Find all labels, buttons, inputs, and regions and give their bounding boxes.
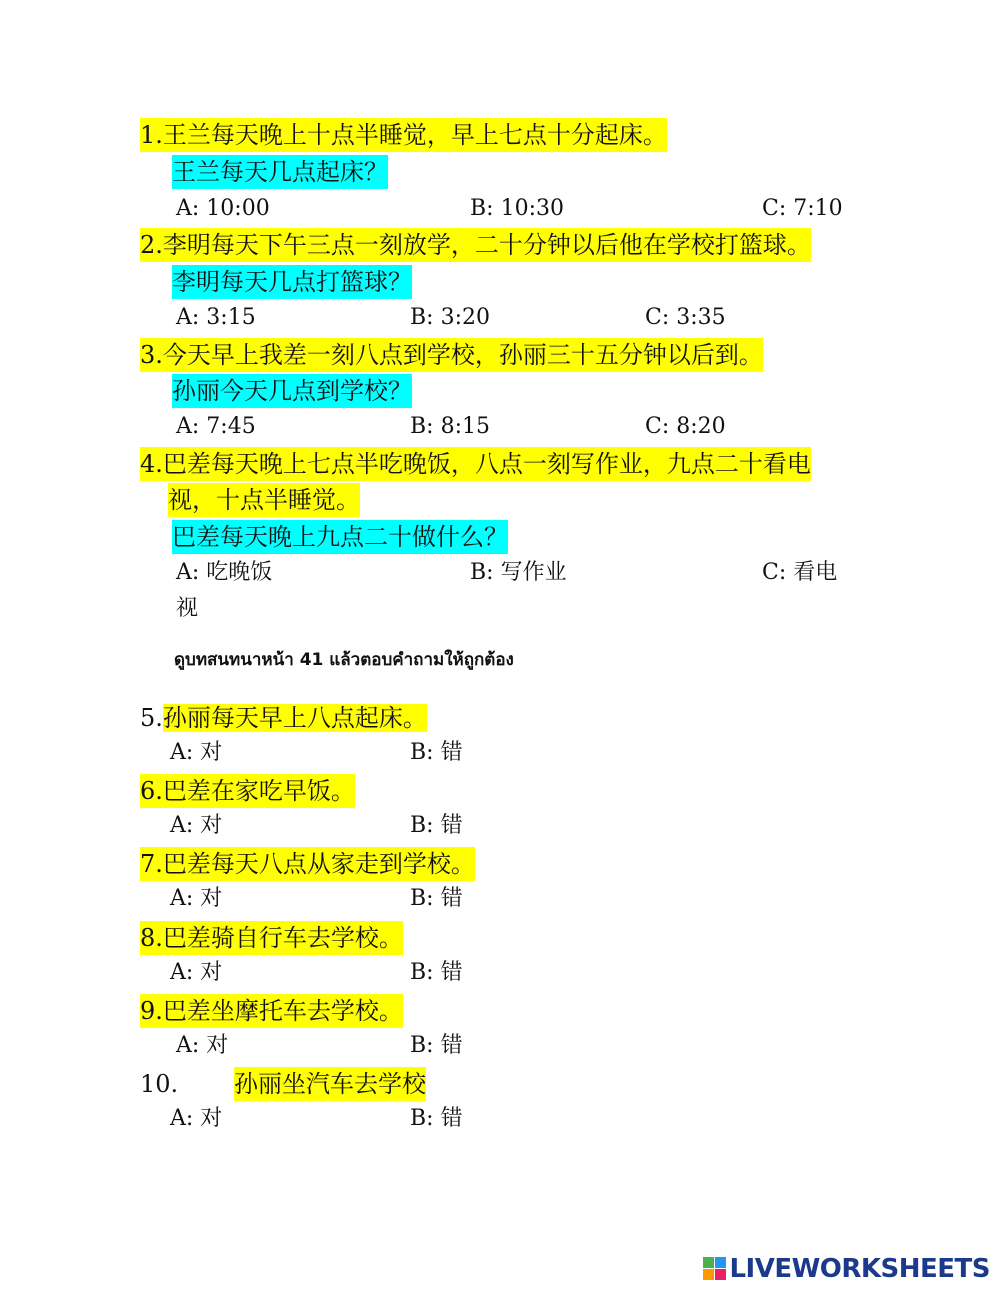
q9-statement-text: 巴差坐摩托车去学校。 (162, 997, 403, 1025)
q1-option-a[interactable]: A: 10:00 (176, 196, 270, 221)
q4-option-c-wrap: 视 (176, 596, 199, 621)
q4-number: 4. (140, 450, 163, 478)
liveworksheets-brand (703, 1253, 990, 1285)
q2-statement-text: 李明每天下午三点一刻放学，二十分钟以后他在学校打篮球。 (162, 231, 811, 259)
q2-option-c[interactable]: C: 3:35 (645, 305, 726, 330)
q9-statement (140, 994, 403, 1028)
q5-option-b[interactable]: B: 错 (410, 740, 463, 765)
q3-option-a[interactable]: A: 7:45 (176, 414, 256, 439)
q6-statement (140, 774, 355, 808)
q10-number: 10. (140, 1070, 179, 1098)
q9-option-a[interactable]: A: 对 (176, 1033, 229, 1058)
q4-statement-text-1: 巴差每天晚上七点半吃晚饭，八点一刻写作业，九点二十看电 (162, 450, 811, 478)
q6-number: 6. (140, 777, 163, 805)
q10-option-a[interactable]: A: 对 (170, 1106, 223, 1131)
q1-option-b[interactable]: B: 10:30 (470, 196, 564, 221)
q7-number: 7. (140, 850, 163, 878)
q10-option-b[interactable]: B: 错 (410, 1106, 463, 1131)
q1-question: 王兰每天几点起床？ (172, 155, 388, 189)
q8-number: 8. (140, 924, 163, 952)
q2-option-b[interactable]: B: 3:20 (410, 305, 490, 330)
q3-option-b[interactable]: B: 8:15 (410, 414, 490, 439)
q8-option-b[interactable]: B: 错 (410, 960, 463, 985)
q2-option-a[interactable]: A: 3:15 (176, 305, 256, 330)
q3-question: 孙丽今天几点到学校？ (172, 374, 412, 408)
q4-question: 巴差每天晚上九点二十做什么？ (172, 520, 508, 554)
q8-statement-text: 巴差骑自行车去学校。 (162, 924, 403, 952)
q1-statement (140, 118, 667, 152)
brand-name: LIVEWORKSHEETS (729, 1254, 990, 1284)
q4-option-c[interactable]: C: 看电 (762, 560, 838, 585)
q3-statement (140, 338, 763, 372)
q7-statement-text: 巴差每天八点从家走到学校。 (162, 850, 475, 878)
q5-option-a[interactable]: A: 对 (170, 740, 223, 765)
q1-statement-text: 王兰每天晚上十点半睡觉，早上七点十分起床。 (162, 121, 667, 149)
q5-statement-text: 孙丽每天早上八点起床。 (162, 704, 427, 732)
q3-statement-text: 今天早上我差一刻八点到学校，孙丽三十五分钟以后到。 (162, 341, 763, 369)
q9-option-b[interactable]: B: 错 (410, 1033, 463, 1058)
q8-statement (140, 921, 403, 955)
q8-option-a[interactable]: A: 对 (170, 960, 223, 985)
q4-option-a[interactable]: A: 吃晚饭 (176, 560, 273, 585)
q4-option-b[interactable]: B: 写作业 (470, 560, 567, 585)
q6-option-b[interactable]: B: 错 (410, 813, 463, 838)
q10-statement-text: 孙丽坐汽车去学校 (234, 1067, 426, 1101)
liveworksheets-logo-icon (703, 1257, 727, 1281)
q4-statement-line1 (140, 447, 811, 481)
q6-statement-text: 巴差在家吃早饭。 (162, 777, 355, 805)
q1-number: 1. (140, 121, 163, 149)
q2-number: 2. (140, 231, 163, 259)
q2-question: 李明每天几点打篮球？ (172, 265, 412, 299)
q7-statement (140, 847, 475, 881)
q5-statement (140, 701, 427, 735)
q2-statement (140, 228, 811, 262)
q7-option-a[interactable]: A: 对 (170, 886, 223, 911)
q5-number: 5. (140, 704, 163, 732)
q9-number: 9. (140, 997, 163, 1025)
q1-option-c[interactable]: C: 7:10 (762, 196, 843, 221)
q3-option-c[interactable]: C: 8:20 (645, 414, 726, 439)
instruction-text: ดูบทสนทนาหน้า 41 แล้วตอบคำถามให้ถูกต้อง (174, 650, 514, 670)
q7-option-b[interactable]: B: 错 (410, 886, 463, 911)
q6-option-a[interactable]: A: 对 (170, 813, 223, 838)
q3-number: 3. (140, 341, 163, 369)
q4-statement-line2: 视，十点半睡觉。 (168, 483, 360, 517)
